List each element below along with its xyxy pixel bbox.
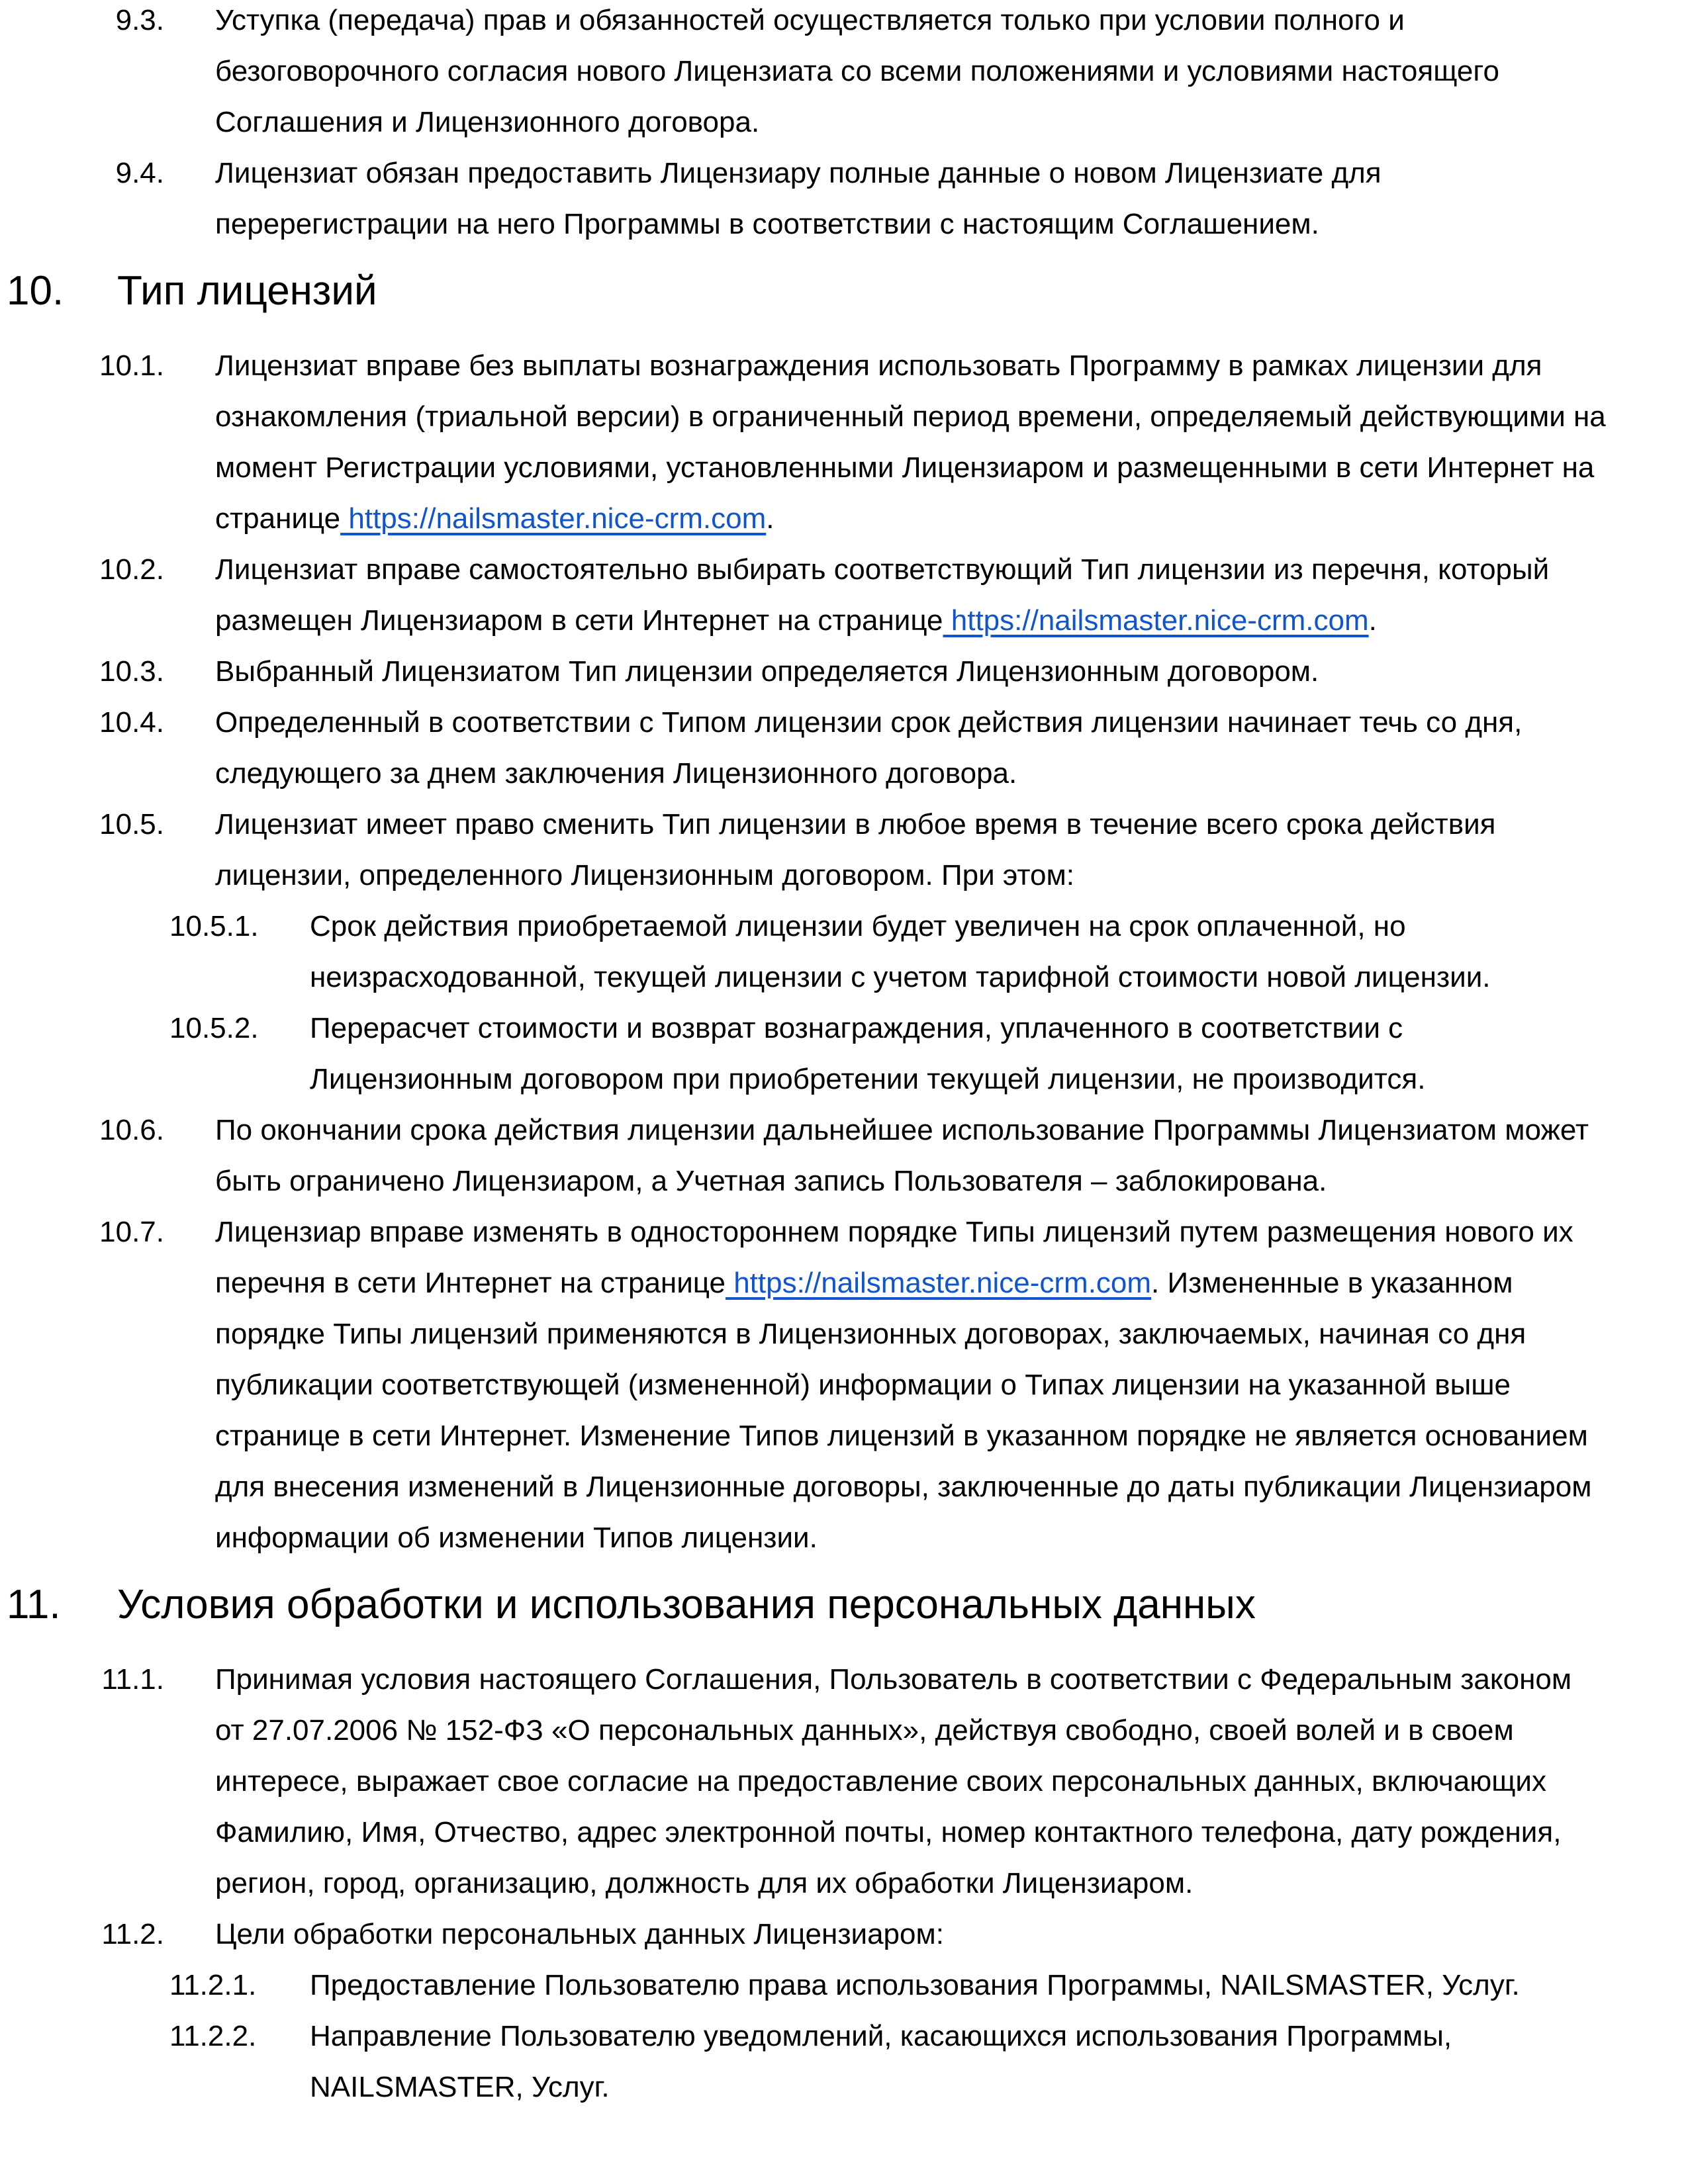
item-number: 10.2. xyxy=(99,553,164,586)
text-line xyxy=(215,1359,1688,1410)
list-item-11-2-2 xyxy=(0,2011,1688,2113)
text-line xyxy=(215,1206,1688,1257)
text-segment: Лицензиат вправе самостоятельно выбирать соответствующий Тип лицензии из перечня, который xyxy=(215,553,1550,586)
item-text xyxy=(310,2011,1688,2113)
text-segment: . Измененные в указанном xyxy=(1151,1267,1513,1299)
text-segment: Цели обработки персональных данных Лицензиаром: xyxy=(215,1918,944,1950)
list-item-9-3 xyxy=(0,0,1688,148)
item-number: 11.2.1. xyxy=(169,1969,257,2001)
text-line xyxy=(215,148,1688,199)
text-segment: ознакомления (триальной версии) в ограниченный период времени, определяемый действующими на xyxy=(215,400,1606,433)
text-line xyxy=(117,1579,1688,1630)
text-segment: размещен Лицензиаром в сети Интернет на странице xyxy=(215,604,943,637)
text-segment: странице xyxy=(215,502,341,535)
item-text xyxy=(215,1654,1688,1909)
list-item-10-3 xyxy=(0,646,1688,697)
text-segment: По окончании срока действия лицензии дальнейшее использование Программы Лицензиатом может xyxy=(215,1114,1589,1146)
list-item-10-7 xyxy=(0,1206,1688,1563)
text-segment: публикации соответствующей (измененной) информации о Типах лицензии на указанной выше xyxy=(215,1369,1511,1401)
list-item-10-5 xyxy=(0,799,1688,901)
text-segment: Соглашения и Лицензионного договора. xyxy=(215,106,760,138)
text-segment: интересе, выражает свое согласие на предоставление своих персональных данных, включающих xyxy=(215,1765,1546,1797)
item-text xyxy=(215,544,1688,646)
item-text xyxy=(215,799,1688,901)
text-segment: перерегистрации на него Программы в соответствии с настоящим Соглашением. xyxy=(215,208,1319,240)
text-line xyxy=(310,1054,1688,1105)
item-number: 10.5.1. xyxy=(169,910,259,942)
text-line xyxy=(215,595,1688,646)
text-segment: NAILSMASTER, Услуг. xyxy=(310,2071,610,2103)
item-number: 11. xyxy=(7,1582,61,1627)
text-line xyxy=(215,799,1688,850)
text-line xyxy=(215,1461,1688,1512)
text-segment: лицензии, определенного Лицензионным договором. При этом: xyxy=(215,859,1074,891)
list-item-10-2 xyxy=(0,544,1688,646)
item-text xyxy=(310,1960,1688,2011)
hyperlink[interactable]: https://nailsmaster.nice-crm.com xyxy=(340,502,767,535)
text-segment: регион, город, организацию, должность для их обработки Лицензиаром. xyxy=(215,1867,1194,1899)
text-segment: Предоставление Пользователю права использования Программы, NAILSMASTER, Услуг. xyxy=(310,1969,1520,2001)
text-line xyxy=(215,1807,1688,1858)
text-segment: быть ограничено Лицензиаром, а Учетная запись Пользователя – заблокирована. xyxy=(215,1165,1327,1197)
text-line xyxy=(310,1960,1688,2011)
text-line xyxy=(215,46,1688,97)
text-line xyxy=(215,697,1688,748)
text-line xyxy=(215,0,1688,46)
text-line xyxy=(215,97,1688,148)
text-segment: Условия обработки и использования персональных данных xyxy=(117,1582,1256,1627)
item-number: 10.5. xyxy=(99,808,164,841)
text-line xyxy=(215,1156,1688,1206)
text-segment: Тип лицензий xyxy=(117,268,377,314)
text-line xyxy=(215,199,1688,250)
text-segment: . xyxy=(766,502,774,535)
list-item-11-1 xyxy=(0,1654,1688,1909)
text-line xyxy=(215,1105,1688,1156)
list-item-10-5-2 xyxy=(0,1003,1688,1105)
text-line xyxy=(215,1308,1688,1359)
section-heading-10 xyxy=(0,265,1688,316)
item-text xyxy=(310,1003,1688,1105)
text-segment: информации об изменении Типов лицензии. xyxy=(215,1522,818,1554)
item-text xyxy=(215,1206,1688,1563)
item-number: 10.1. xyxy=(99,349,164,382)
text-segment: от 27.07.2006 № 152-ФЗ «О персональных данных», действуя свободно, своей волей и в своем xyxy=(215,1714,1514,1747)
text-segment: перечня в сети Интернет на странице xyxy=(215,1267,726,1299)
list-item-11-2-1 xyxy=(0,1960,1688,2011)
item-text xyxy=(215,0,1688,148)
text-line xyxy=(215,1858,1688,1909)
item-number: 10.3. xyxy=(99,655,164,688)
text-line xyxy=(215,1257,1688,1308)
text-line xyxy=(215,544,1688,595)
list-item-10-6 xyxy=(0,1105,1688,1206)
item-number: 10.5.2. xyxy=(169,1012,259,1044)
text-line xyxy=(215,1756,1688,1807)
list-item-10-5-1 xyxy=(0,901,1688,1003)
item-number: 9.4. xyxy=(115,157,164,189)
text-segment: следующего за днем заключения Лицензионного договора. xyxy=(215,757,1017,790)
item-number: 10.7. xyxy=(99,1216,164,1248)
text-line xyxy=(215,493,1688,544)
text-segment: неизрасходованной, текущей лицензии с учетом тарифной стоимости новой лицензии. xyxy=(310,961,1491,993)
text-line xyxy=(215,1705,1688,1756)
text-segment: странице в сети Интернет. Изменение Типов лицензий в указанном порядке не является основанием xyxy=(215,1420,1588,1452)
item-text xyxy=(215,340,1688,544)
text-segment: Фамилию, Имя, Отчество, адрес электронной почты, номер контактного телефона, дату рождения, xyxy=(215,1816,1562,1848)
text-segment: Перерасчет стоимости и возврат вознаграждения, уплаченного в соответствии с xyxy=(310,1012,1403,1044)
item-text xyxy=(215,148,1688,250)
text-line xyxy=(215,850,1688,901)
item-text xyxy=(215,697,1688,799)
item-text xyxy=(215,1909,1688,1960)
text-line xyxy=(310,901,1688,952)
item-number: 10.6. xyxy=(99,1114,164,1146)
text-line xyxy=(117,265,1688,316)
item-number: 10.4. xyxy=(99,706,164,739)
list-item-11-2 xyxy=(0,1909,1688,1960)
text-segment: Определенный в соответствии с Типом лицензии срок действия лицензии начинает течь со дня, xyxy=(215,706,1523,739)
text-segment: Срок действия приобретаемой лицензии будет увеличен на срок оплаченной, но xyxy=(310,910,1406,942)
hyperlink[interactable]: https://nailsmaster.nice-crm.com xyxy=(943,604,1369,637)
text-segment: Направление Пользователю уведомлений, касающихся использования Программы, xyxy=(310,2020,1452,2052)
text-segment: Выбранный Лицензиатом Тип лицензии определяется Лицензионным договором. xyxy=(215,655,1319,688)
text-line xyxy=(310,2062,1688,2113)
text-line xyxy=(215,748,1688,799)
item-number: 9.3. xyxy=(115,4,164,36)
text-line xyxy=(215,391,1688,442)
text-line xyxy=(215,646,1688,697)
text-line xyxy=(310,952,1688,1003)
text-segment: Уступка (передача) прав и обязанностей осуществляется только при условии полного и xyxy=(215,4,1405,36)
item-number: 10. xyxy=(7,268,64,314)
text-segment: Лицензиат обязан предоставить Лицензиару полные данные о новом Лицензиате для xyxy=(215,157,1382,189)
section-heading-11 xyxy=(0,1579,1688,1630)
text-segment: Лицензиат имеет право сменить Тип лицензии в любое время в течение всего срока действия xyxy=(215,808,1496,841)
text-segment: . xyxy=(1368,604,1377,637)
text-line xyxy=(310,1003,1688,1054)
list-item-10-4 xyxy=(0,697,1688,799)
text-segment: безоговорочного согласия нового Лицензиата со всеми положениями и условиями настоящего xyxy=(215,55,1499,87)
text-line xyxy=(215,1654,1688,1705)
text-segment: порядке Типы лицензий применяются в Лицензионных договорах, заключаемых, начиная со дня xyxy=(215,1318,1526,1350)
text-segment: момент Регистрации условиями, установленными Лицензиаром и размещенными в сети Интернет на xyxy=(215,451,1595,484)
item-number: 11.1. xyxy=(101,1663,164,1696)
text-segment: для внесения изменений в Лицензионные договоры, заключенные до даты публикации Лицензиаром xyxy=(215,1471,1592,1503)
heading-text xyxy=(117,1579,1688,1630)
item-number: 11.2. xyxy=(101,1918,164,1950)
text-line xyxy=(310,2011,1688,2062)
item-number: 11.2.2. xyxy=(169,2020,257,2052)
text-segment: Принимая условия настоящего Соглашения, Пользователь в соответствии с Федеральным законом xyxy=(215,1663,1572,1696)
text-line xyxy=(215,1909,1688,1960)
text-segment: Лицензиат вправе без выплаты вознаграждения использовать Программу в рамках лицензии для xyxy=(215,349,1542,382)
item-text xyxy=(215,646,1688,697)
list-item-10-1 xyxy=(0,340,1688,544)
text-segment: Лицензионным договором при приобретении текущей лицензии, не производится. xyxy=(310,1063,1426,1095)
text-segment: Лицензиар вправе изменять в одностороннем порядке Типы лицензий путем размещения нового их xyxy=(215,1216,1573,1248)
text-line xyxy=(215,1410,1688,1461)
item-text xyxy=(310,901,1688,1003)
heading-text xyxy=(117,265,1688,316)
text-line xyxy=(215,340,1688,391)
text-line xyxy=(215,442,1688,493)
list-item-9-4 xyxy=(0,148,1688,250)
hyperlink[interactable]: https://nailsmaster.nice-crm.com xyxy=(725,1267,1152,1299)
text-line xyxy=(215,1512,1688,1563)
item-text xyxy=(215,1105,1688,1206)
